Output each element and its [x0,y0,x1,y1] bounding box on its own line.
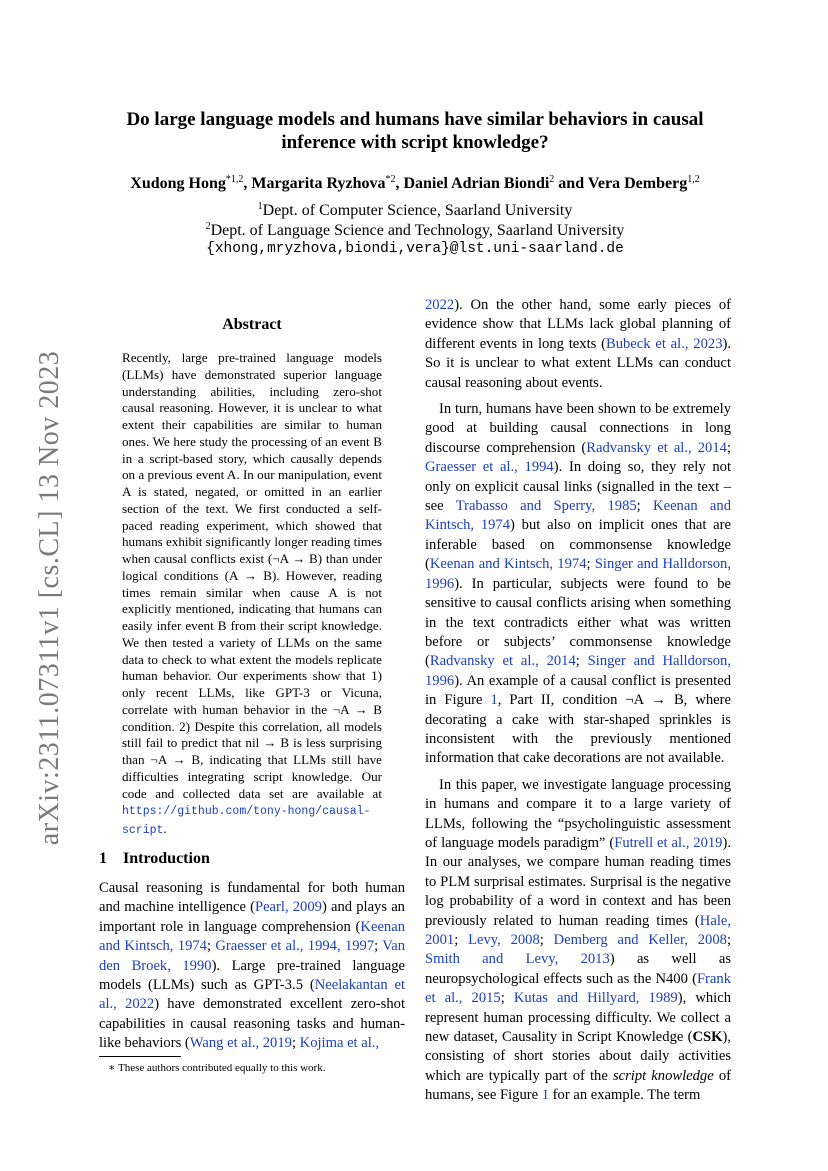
citation-link[interactable]: Radvansky et al., 2014 [586,439,727,456]
code-link[interactable]: https://github.com/tony-hong/causal-script [122,805,371,837]
citation-link[interactable]: 1 [541,1087,550,1104]
section-number: 1 [99,850,107,867]
author-name: Margarita Ryzhova [251,175,386,192]
citation-link[interactable]: Pearl, 2009 [254,899,322,916]
italic-term: script knowledge [612,1067,714,1084]
citation-link[interactable]: Keenan and Kintsch, 1974 [429,556,587,573]
affiliation-1: $^1$Dept. of Computer Science, Saarland University [257,201,573,219]
author-list: Xudong Hong$^{*1,2}$, Margarita Ryzhova$^{*2}$, Daniel Adrian Biondi$^2$ and Vera Demberg$^{1,2}$ [130,174,700,192]
author-affiliation-mark: *1,2 [225,174,244,185]
citation-link[interactable]: Demberg and Keller, 2008 [553,932,727,948]
citation-link[interactable]: Smith and Levy, 2013 [425,951,610,968]
paper-title: Do large language models and humans have similar behaviors in causal inference with script knowledge? [126,109,704,153]
right-paragraph-3: In this paper, we investigate language processing in humans and compare it to a large variety of LLMs, following the “psycholinguistic assessment of language models paradigm” (Futrell et al., 2019). In our analyses, we compare human reading times to PLM surprisal estimates. Surprisal is the negative log probability of a word in context and has been previously related to human reading times (Hale, 2001; Levy, 2008; Demberg and Keller, 2008; Smith and Levy, 2013) as well as neuropsychological effects such as the N400 (Frank et al., 2015; Kutas and Hillyard, 1989), which represent human processing difficulty. We collect a new dataset, Causality in Script Knowledge (CSK), consisting of short stories about daily activities which are typically part of the script knowledge of humans, see Figure 1 for an example. The term [425,776,732,1104]
citation-link[interactable]: Frank et al., 2015 [425,970,731,1007]
abstract-text: Recently, large pre-trained language models (LLMs) have demonstrated superior language understanding abilities, including zero-shot causal reasoning. However, it is unclear to what extent their capabilities are similar to human ones. We here study the processing of an event B in a script-based story, which causally depends on a previous event A. In our manipulation, event A is stated, negated, or omitted in an earlier section of the text. We first conducted a self-paced reading experiment, which showed that humans exhibit significantly longer reading times when causal conflicts exist (¬A → B) than under logical conditions (A → B). However, reading times remain similar when cause A is not explicitly mentioned, indicating that humans can easily infer event B from their script knowledge. We then tested a variety of LLMs on the same data to check to what extent the models replicate human behavior. Our experiments show that 1) only recent LLMs, like GPT-3 or Vicuna, correlate with human behavior in the ¬A → B condition. 2) Despite this correlation, all models still fail to predict that nil → B is less surprising than ¬A → B, indicating that LLMs still have difficulties integrating script knowledge. Our code and collected data set are available at [122,350,383,801]
arxiv-identifier: arXiv:2311.07311v1 [cs.CL] 13 Nov 2023 [34,350,65,846]
author-name: Vera Demberg [587,175,688,192]
citation-link[interactable]: Radvansky et al., 2014 [429,653,576,670]
citation-link[interactable]: Hale, 2001 [425,912,731,948]
author-name: Daniel Adrian Biondi [403,175,550,192]
citation-link[interactable]: Kojima et al., [299,1035,380,1052]
section-title: Introduction [123,850,210,867]
right-paragraph-1: 2022). On the other hand, some early pieces of evidence show that LLMs lack global planning of different events in long texts (Bubeck et al., 2023). So it is unclear to what extent LLMs can conduct causal reasoning about events. [425,297,732,391]
citation-link[interactable]: Kutas and Hillyard, 1989 [513,990,678,1007]
right-column [425,296,731,1106]
citation-link[interactable]: Bubeck et al., 2023 [605,335,723,352]
section-heading-introduction [99,850,210,868]
right-paragraph-2: In turn, humans have been shown to be extremely good at building causal connections in long discourse comprehension (Radvansky et al., 2014; Graesser et al., 1994). In doing so, they rely not only on explicit causal links (signalled in the text – see Trabasso and Sperry, 1985; Keenan and Kintsch, 1974) but also on implicit ones that are inferable based on commonsense knowledge (Keenan and Kintsch, 1974; Singer and Halldorson, 1996). In particular, subjects were found to be sensitive to causal conflicts arising when something in the text contradicts either what was written before or subjects’ commonsense knowledge (Radvansky et al., 2014; Singer and Halldorson, 1996). An example of a causal conflict is presented in Figure 1, Part II, condition ¬A → B, where decorating a cake with star-shaped sprinkles is inconsistent with the previously mentioned information that cake decorations are not available. [425,401,731,767]
citation-link[interactable]: Graesser et al., 1994, 1997 [215,938,375,955]
citation-link[interactable]: Trabasso and Sperry, 1985 [455,498,637,515]
abstract-heading: Abstract [222,316,282,333]
citation-link[interactable]: Keenan and Kintsch, 1974 [425,498,731,534]
affiliations [100,201,730,260]
citation-link[interactable]: 1 [490,692,498,709]
author-name: Xudong Hong [130,175,226,192]
author-emails: {xhong,mryzhova,biondi,vera}@lst.uni-saarland.de [206,241,624,257]
citation-link[interactable]: Neelakantan et al., 2022 [99,977,406,1013]
citation-link[interactable]: Levy, 2008 [468,932,540,948]
intro-paragraph-1: Causal reasoning is fundamental for both human and machine intelligence (Pearl, 2009) and plays an important role in language comprehension (Keenan and Kintsch, 1974; Graesser et al., 1994, 1997; Van den Broek, 1990). Large pre-trained language models (LLMs) such as GPT-3.5 (Neelakantan et al., 2022) have demonstrated excellent zero-shot capabilities in causal reasoning tasks and human-like behaviors (Wang et al., 2019; Kojima et al., [99,880,406,1052]
intro-paragraph [99,879,405,1054]
affiliation-2: $^2$Dept. of Language Science and Technology, Saarland University [205,220,625,239]
citation-link[interactable]: Graesser et al., 1994 [425,459,554,476]
author-affiliation-mark: *2 [385,174,396,185]
author-affiliation-mark: 2 [549,174,555,185]
bold-term: CSK [692,1029,723,1046]
citation-link[interactable]: Wang et al., 2019 [189,1035,292,1052]
footnote-rule [99,1056,181,1057]
citation-link[interactable]: Futrell et al., 2019 [614,834,723,851]
citation-link[interactable]: Singer and Halldorson, 1996 [425,556,731,592]
citation-link[interactable]: Singer and Halldorson, 1996 [425,653,731,689]
citation-link[interactable]: 2022 [425,297,455,313]
author-affiliation-mark: 1,2 [687,174,700,185]
citation-link[interactable]: Keenan and Kintsch, 1974 [99,918,405,955]
abstract-body: Recently, large pre-trained language models (LLMs) have demonstrated superior language understanding abilities, including zero-shot causal reasoning. However, it is unclear to what extent their capabilities are similar to human ones. We here study the processing of an event B in a script-based story, which causally depends on a previous event A. In our manipulation, event A is stated, negated, or omitted in an earlier section of the text. We first conducted a self-paced reading experiment, which showed that humans exhibit significantly longer reading times when causal conflicts exist (¬A → B) than under logical conditions (A → B). However, reading times remain similar when cause A is not explicitly mentioned, indicating that humans can easily infer event B from their script knowledge. We then tested a variety of LLMs on the same data to check to what extent the models replicate human behavior. Our experiments show that 1) only recent LLMs, like GPT-3 or Vicuna, correlate with human behavior in the ¬A → B condition. 2) Despite this correlation, all models still fail to predict that nil → B is less surprising than ¬A → B, indicating that LLMs still have difficulties integrating script knowledge. Our code and collected data set are available at https://github.com/tony-hong/causal-script. [122,350,383,837]
citation-link[interactable]: Van den Broek, 1990 [99,938,405,974]
footnote: ∗ These authors contributed equally to this work. [108,1062,326,1074]
